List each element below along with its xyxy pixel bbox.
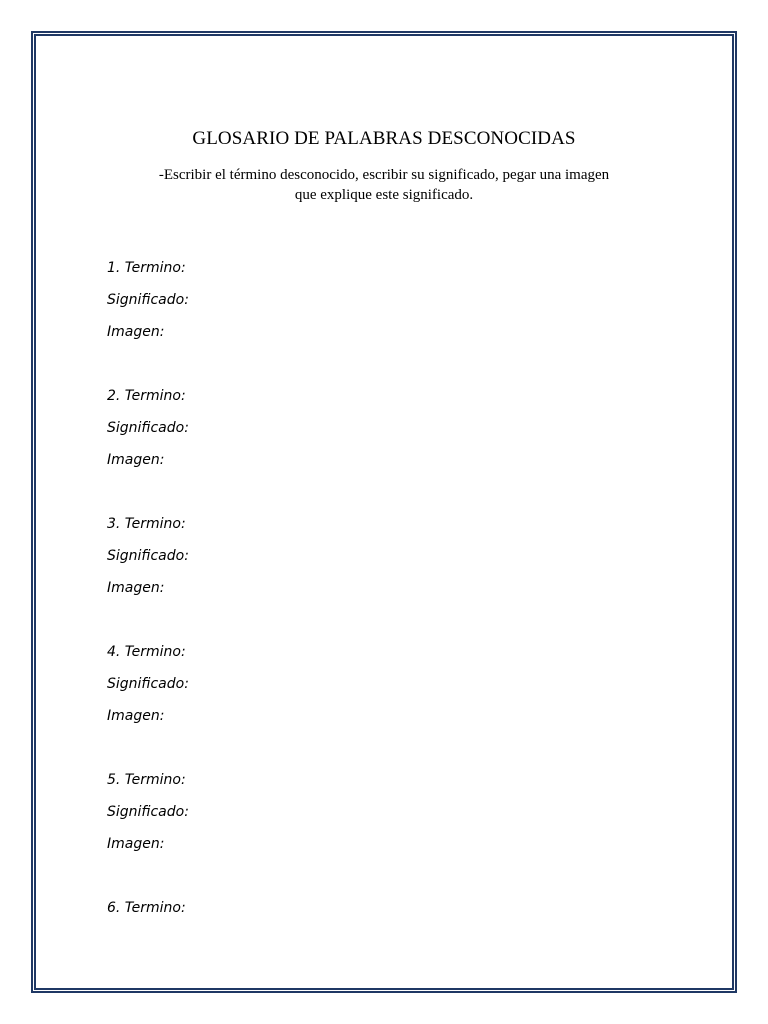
glossary-entry-1 [107,252,667,348]
glossary-entry-4 [107,636,667,732]
imagen-label: Imagen: [107,580,165,596]
imagen-label: Imagen: [107,452,165,468]
imagen-label: Imagen: [107,324,165,340]
instructions-line-1: -Escribir el término desconocido, escribir su significado, pegar una imagen [158,167,610,183]
imagen-label: Imagen: [107,708,165,724]
instructions-line-2: que explique este significado. [294,187,474,203]
document-instructions [0,165,768,205]
glossary-entry-2 [107,380,667,476]
significado-label: Significado: [107,548,189,564]
significado-label: Significado: [107,292,189,308]
glossary-entry-3 [107,508,667,604]
termino-label: 6. Termino: [107,900,186,916]
significado-label: Significado: [107,420,189,436]
termino-label: 2. Termino: [107,388,186,404]
termino-label: 3. Termino: [107,516,186,532]
significado-label: Significado: [107,676,189,692]
significado-label: Significado: [107,804,189,820]
termino-label: 5. Termino: [107,772,186,788]
glossary-entry-5 [107,764,667,860]
termino-label: 1. Termino: [107,260,186,276]
document-title: GLOSARIO DE PALABRAS DESCONOCIDAS [192,128,576,149]
termino-label: 4. Termino: [107,644,186,660]
glossary-entries [107,252,667,956]
glossary-entry-6 [107,892,667,924]
imagen-label: Imagen: [107,836,165,852]
